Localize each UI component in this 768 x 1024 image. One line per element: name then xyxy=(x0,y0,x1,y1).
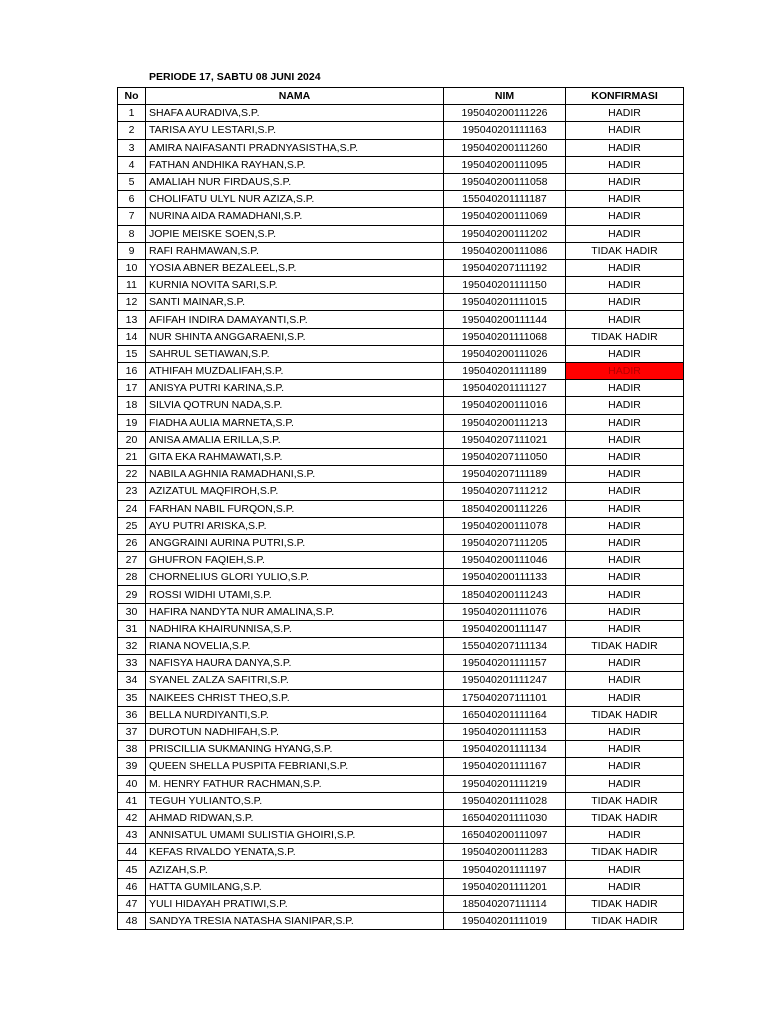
row-nama: ANNISATUL UMAMI SULISTIA GHOIRI,S.P. xyxy=(146,827,444,844)
row-nama: SANTI MAINAR,S.P. xyxy=(146,294,444,311)
row-konfirmasi: HADIR xyxy=(566,173,684,190)
row-nim: 165040201111030 xyxy=(444,809,566,826)
row-no: 38 xyxy=(118,741,146,758)
row-nama: AHMAD RIDWAN,S.P. xyxy=(146,809,444,826)
row-nama: ROSSI WIDHI UTAMI,S.P. xyxy=(146,586,444,603)
row-nama: RAFI RAHMAWAN,S.P. xyxy=(146,242,444,259)
row-nama: YULI HIDAYAH PRATIWI,S.P. xyxy=(146,895,444,912)
row-nim: 195040207111189 xyxy=(444,466,566,483)
row-konfirmasi: HADIR xyxy=(566,277,684,294)
row-konfirmasi: TIDAK HADIR xyxy=(566,844,684,861)
row-nim: 195040201111167 xyxy=(444,758,566,775)
table-row xyxy=(118,672,684,689)
row-no: 34 xyxy=(118,672,146,689)
page-title: PERIODE 17, SABTU 08 JUNI 2024 xyxy=(149,71,321,83)
table-row xyxy=(118,706,684,723)
row-nim: 195040200111260 xyxy=(444,139,566,156)
header-konfirmasi: KONFIRMASI xyxy=(566,88,684,105)
row-nama: HAFIRA NANDYTA NUR AMALINA,S.P. xyxy=(146,603,444,620)
row-nim: 195040207111212 xyxy=(444,483,566,500)
row-nim: 195040200111016 xyxy=(444,397,566,414)
table-row xyxy=(118,363,684,380)
row-konfirmasi: HADIR xyxy=(566,655,684,672)
row-no: 28 xyxy=(118,569,146,586)
row-nama: JOPIE MEISKE SOEN,S.P. xyxy=(146,225,444,242)
row-nim: 195040201111028 xyxy=(444,792,566,809)
row-nama: AYU PUTRI ARISKA,S.P. xyxy=(146,517,444,534)
row-no: 17 xyxy=(118,380,146,397)
row-nama: NUR SHINTA ANGGARAENI,S.P. xyxy=(146,328,444,345)
row-nama: AZIZAH,S.P. xyxy=(146,861,444,878)
row-nim: 195040201111219 xyxy=(444,775,566,792)
row-no: 44 xyxy=(118,844,146,861)
row-no: 22 xyxy=(118,466,146,483)
row-nama: AMALIAH NUR FIRDAUS,S.P. xyxy=(146,173,444,190)
row-konfirmasi: HADIR xyxy=(566,397,684,414)
attendance-table xyxy=(117,87,684,930)
row-konfirmasi: HADIR xyxy=(566,517,684,534)
row-nama: YOSIA ABNER BEZALEEL,S.P. xyxy=(146,259,444,276)
table-row xyxy=(118,431,684,448)
row-konfirmasi: TIDAK HADIR xyxy=(566,792,684,809)
row-no: 42 xyxy=(118,809,146,826)
row-konfirmasi: TIDAK HADIR xyxy=(566,809,684,826)
row-nim: 165040201111164 xyxy=(444,706,566,723)
row-no: 15 xyxy=(118,345,146,362)
row-konfirmasi: HADIR xyxy=(566,878,684,895)
row-no: 40 xyxy=(118,775,146,792)
row-nama: SAHRUL SETIAWAN,S.P. xyxy=(146,345,444,362)
table-row xyxy=(118,294,684,311)
row-konfirmasi: HADIR xyxy=(566,345,684,362)
row-konfirmasi: HADIR xyxy=(566,225,684,242)
row-no: 26 xyxy=(118,534,146,551)
table-row xyxy=(118,552,684,569)
row-konfirmasi: TIDAK HADIR xyxy=(566,638,684,655)
row-nim: 195040200111144 xyxy=(444,311,566,328)
table-row xyxy=(118,259,684,276)
row-konfirmasi: HADIR xyxy=(566,466,684,483)
row-nim: 195040200111058 xyxy=(444,173,566,190)
row-nama: NURINA AIDA RAMADHANI,S.P. xyxy=(146,208,444,225)
row-konfirmasi: TIDAK HADIR xyxy=(566,706,684,723)
row-nama: SILVIA QOTRUN NADA,S.P. xyxy=(146,397,444,414)
row-nim: 195040201111127 xyxy=(444,380,566,397)
table-row xyxy=(118,242,684,259)
table-row xyxy=(118,741,684,758)
table-row xyxy=(118,277,684,294)
row-konfirmasi: HADIR xyxy=(566,723,684,740)
row-nama: RIANA NOVELIA,S.P. xyxy=(146,638,444,655)
row-nim: 195040201111076 xyxy=(444,603,566,620)
row-no: 19 xyxy=(118,414,146,431)
table-row xyxy=(118,913,684,930)
row-no: 37 xyxy=(118,723,146,740)
row-konfirmasi: HADIR xyxy=(566,448,684,465)
row-nama: AMIRA NAIFASANTI PRADNYASISTHA,S.P. xyxy=(146,139,444,156)
table-row xyxy=(118,191,684,208)
table-row xyxy=(118,569,684,586)
row-no: 8 xyxy=(118,225,146,242)
table-row xyxy=(118,345,684,362)
row-nama: GITA EKA RAHMAWATI,S.P. xyxy=(146,448,444,465)
row-no: 45 xyxy=(118,861,146,878)
row-nama: M. HENRY FATHUR RACHMAN,S.P. xyxy=(146,775,444,792)
table-row xyxy=(118,448,684,465)
row-nama: BELLA NURDIYANTI,S.P. xyxy=(146,706,444,723)
row-nama: TEGUH YULIANTO,S.P. xyxy=(146,792,444,809)
row-konfirmasi: TIDAK HADIR xyxy=(566,242,684,259)
table-row xyxy=(118,844,684,861)
row-nama: FATHAN ANDHIKA RAYHAN,S.P. xyxy=(146,156,444,173)
row-nim: 195040207111205 xyxy=(444,534,566,551)
table-row xyxy=(118,397,684,414)
row-no: 21 xyxy=(118,448,146,465)
row-no: 18 xyxy=(118,397,146,414)
row-nama: PRISCILLIA SUKMANING HYANG,S.P. xyxy=(146,741,444,758)
row-no: 1 xyxy=(118,105,146,122)
row-konfirmasi: HADIR xyxy=(566,827,684,844)
header-nama: NAMA xyxy=(146,88,444,105)
table-row xyxy=(118,878,684,895)
row-nama: HATTA GUMILANG,S.P. xyxy=(146,878,444,895)
row-nama: FARHAN NABIL FURQON,S.P. xyxy=(146,500,444,517)
row-nim: 195040200111202 xyxy=(444,225,566,242)
table-row xyxy=(118,225,684,242)
row-nim: 195040200111133 xyxy=(444,569,566,586)
table-row xyxy=(118,122,684,139)
table-row xyxy=(118,466,684,483)
table-row xyxy=(118,689,684,706)
row-no: 30 xyxy=(118,603,146,620)
row-no: 20 xyxy=(118,431,146,448)
table-row xyxy=(118,483,684,500)
row-konfirmasi: HADIR xyxy=(566,483,684,500)
row-no: 41 xyxy=(118,792,146,809)
row-nim: 195040207111021 xyxy=(444,431,566,448)
row-konfirmasi: HADIR xyxy=(566,861,684,878)
row-nim: 195040201111150 xyxy=(444,277,566,294)
row-konfirmasi: HADIR xyxy=(566,139,684,156)
table-row xyxy=(118,620,684,637)
row-nim: 195040200111086 xyxy=(444,242,566,259)
table-row xyxy=(118,517,684,534)
row-nim: 195040201111153 xyxy=(444,723,566,740)
row-nama: FIADHA AULIA MARNETA,S.P. xyxy=(146,414,444,431)
row-nim: 195040201111015 xyxy=(444,294,566,311)
row-nama: AFIFAH INDIRA DAMAYANTI,S.P. xyxy=(146,311,444,328)
row-konfirmasi: HADIR xyxy=(566,689,684,706)
row-konfirmasi: HADIR xyxy=(566,603,684,620)
row-nama: NAFISYA HAURA DANYA,S.P. xyxy=(146,655,444,672)
row-nim: 195040207111192 xyxy=(444,259,566,276)
row-no: 47 xyxy=(118,895,146,912)
row-konfirmasi: TIDAK HADIR xyxy=(566,328,684,345)
row-konfirmasi: HADIR xyxy=(566,208,684,225)
row-no: 24 xyxy=(118,500,146,517)
row-no: 4 xyxy=(118,156,146,173)
row-nim: 195040207111050 xyxy=(444,448,566,465)
row-konfirmasi: HADIR xyxy=(566,380,684,397)
row-konfirmasi: HADIR xyxy=(566,122,684,139)
row-no: 29 xyxy=(118,586,146,603)
row-nama: SHAFA AURADIVA,S.P. xyxy=(146,105,444,122)
row-nim: 195040201111019 xyxy=(444,913,566,930)
table-row xyxy=(118,827,684,844)
row-nama: DUROTUN NADHIFAH,S.P. xyxy=(146,723,444,740)
row-konfirmasi: HADIR xyxy=(566,775,684,792)
row-no: 10 xyxy=(118,259,146,276)
row-konfirmasi: HADIR xyxy=(566,294,684,311)
row-nim: 185040207111114 xyxy=(444,895,566,912)
row-nim: 185040200111226 xyxy=(444,500,566,517)
row-konfirmasi: TIDAK HADIR xyxy=(566,895,684,912)
table-row xyxy=(118,414,684,431)
row-konfirmasi: HADIR xyxy=(566,105,684,122)
row-konfirmasi: HADIR xyxy=(566,758,684,775)
row-no: 3 xyxy=(118,139,146,156)
row-no: 32 xyxy=(118,638,146,655)
row-no: 23 xyxy=(118,483,146,500)
table-row xyxy=(118,311,684,328)
row-konfirmasi: HADIR xyxy=(566,741,684,758)
row-no: 7 xyxy=(118,208,146,225)
row-no: 25 xyxy=(118,517,146,534)
row-nim: 195040200111046 xyxy=(444,552,566,569)
row-no: 33 xyxy=(118,655,146,672)
row-no: 12 xyxy=(118,294,146,311)
row-nama: KURNIA NOVITA SARI,S.P. xyxy=(146,277,444,294)
table-body xyxy=(118,105,684,930)
row-nim: 195040201111201 xyxy=(444,878,566,895)
row-no: 43 xyxy=(118,827,146,844)
row-konfirmasi: HADIR xyxy=(566,500,684,517)
row-nim: 155040201111187 xyxy=(444,191,566,208)
row-nama: SANDYA TRESIA NATASHA SIANIPAR,S.P. xyxy=(146,913,444,930)
row-nama: AZIZATUL MAQFIROH,S.P. xyxy=(146,483,444,500)
row-konfirmasi: HADIR xyxy=(566,586,684,603)
row-no: 14 xyxy=(118,328,146,345)
row-no: 46 xyxy=(118,878,146,895)
row-konfirmasi: HADIR xyxy=(566,156,684,173)
table-row xyxy=(118,156,684,173)
row-konfirmasi: HADIR xyxy=(566,363,684,380)
row-nim: 195040200111078 xyxy=(444,517,566,534)
row-nama: GHUFRON FAQIEH,S.P. xyxy=(146,552,444,569)
table-row xyxy=(118,861,684,878)
row-nim: 155040207111134 xyxy=(444,638,566,655)
row-konfirmasi: TIDAK HADIR xyxy=(566,913,684,930)
table-row xyxy=(118,603,684,620)
row-no: 2 xyxy=(118,122,146,139)
table-row xyxy=(118,775,684,792)
row-nama: SYANEL ZALZA SAFITRI,S.P. xyxy=(146,672,444,689)
row-konfirmasi: HADIR xyxy=(566,414,684,431)
row-konfirmasi: HADIR xyxy=(566,552,684,569)
row-konfirmasi: HADIR xyxy=(566,620,684,637)
row-nim: 195040201111197 xyxy=(444,861,566,878)
row-nama: ANISYA PUTRI KARINA,S.P. xyxy=(146,380,444,397)
table-row xyxy=(118,895,684,912)
row-no: 48 xyxy=(118,913,146,930)
table-row xyxy=(118,638,684,655)
row-nim: 195040200111026 xyxy=(444,345,566,362)
table-row xyxy=(118,380,684,397)
table-row xyxy=(118,534,684,551)
row-nim: 195040200111069 xyxy=(444,208,566,225)
row-nim: 195040201111189 xyxy=(444,363,566,380)
row-nim: 175040207111101 xyxy=(444,689,566,706)
table-row xyxy=(118,208,684,225)
row-no: 13 xyxy=(118,311,146,328)
row-nim: 185040200111243 xyxy=(444,586,566,603)
row-nama: TARISA AYU LESTARI,S.P. xyxy=(146,122,444,139)
row-nama: CHORNELIUS GLORI YULIO,S.P. xyxy=(146,569,444,586)
row-nama: ANISA AMALIA ERILLA,S.P. xyxy=(146,431,444,448)
table-row xyxy=(118,139,684,156)
header-nim: NIM xyxy=(444,88,566,105)
row-nama: QUEEN SHELLA PUSPITA FEBRIANI,S.P. xyxy=(146,758,444,775)
row-no: 5 xyxy=(118,173,146,190)
row-no: 36 xyxy=(118,706,146,723)
table-row xyxy=(118,723,684,740)
table-row xyxy=(118,105,684,122)
table-row xyxy=(118,173,684,190)
table-row xyxy=(118,792,684,809)
row-no: 11 xyxy=(118,277,146,294)
row-nama: NABILA AGHNIA RAMADHANI,S.P. xyxy=(146,466,444,483)
row-nama: KEFAS RIVALDO YENATA,S.P. xyxy=(146,844,444,861)
row-nim: 195040200111147 xyxy=(444,620,566,637)
row-nim: 195040201111134 xyxy=(444,741,566,758)
row-nim: 195040201111247 xyxy=(444,672,566,689)
row-nim: 195040200111095 xyxy=(444,156,566,173)
row-nama: ATHIFAH MUZDALIFAH,S.P. xyxy=(146,363,444,380)
header-row xyxy=(118,88,684,105)
row-konfirmasi: HADIR xyxy=(566,672,684,689)
row-nim: 195040200111226 xyxy=(444,105,566,122)
row-konfirmasi: HADIR xyxy=(566,569,684,586)
table-row xyxy=(118,655,684,672)
row-no: 39 xyxy=(118,758,146,775)
row-nim: 195040200111213 xyxy=(444,414,566,431)
row-no: 9 xyxy=(118,242,146,259)
row-konfirmasi: HADIR xyxy=(566,311,684,328)
row-nim: 195040201111157 xyxy=(444,655,566,672)
row-nama: NAIKEES CHRIST THEO,S.P. xyxy=(146,689,444,706)
row-nim: 195040201111068 xyxy=(444,328,566,345)
row-nim: 165040200111097 xyxy=(444,827,566,844)
row-no: 31 xyxy=(118,620,146,637)
row-nama: NADHIRA KHAIRUNNISA,S.P. xyxy=(146,620,444,637)
row-no: 35 xyxy=(118,689,146,706)
row-nama: ANGGRAINI AURINA PUTRI,S.P. xyxy=(146,534,444,551)
row-konfirmasi: HADIR xyxy=(566,191,684,208)
row-konfirmasi: HADIR xyxy=(566,431,684,448)
table-row xyxy=(118,328,684,345)
row-nama: CHOLIFATU ULYL NUR AZIZA,S.P. xyxy=(146,191,444,208)
row-no: 16 xyxy=(118,363,146,380)
row-konfirmasi: HADIR xyxy=(566,259,684,276)
row-no: 6 xyxy=(118,191,146,208)
header-no: No xyxy=(118,88,146,105)
table-row xyxy=(118,586,684,603)
row-no: 27 xyxy=(118,552,146,569)
row-konfirmasi: HADIR xyxy=(566,534,684,551)
table-row xyxy=(118,758,684,775)
row-nim: 195040200111283 xyxy=(444,844,566,861)
table-row xyxy=(118,809,684,826)
table-row xyxy=(118,500,684,517)
row-nim: 195040201111163 xyxy=(444,122,566,139)
